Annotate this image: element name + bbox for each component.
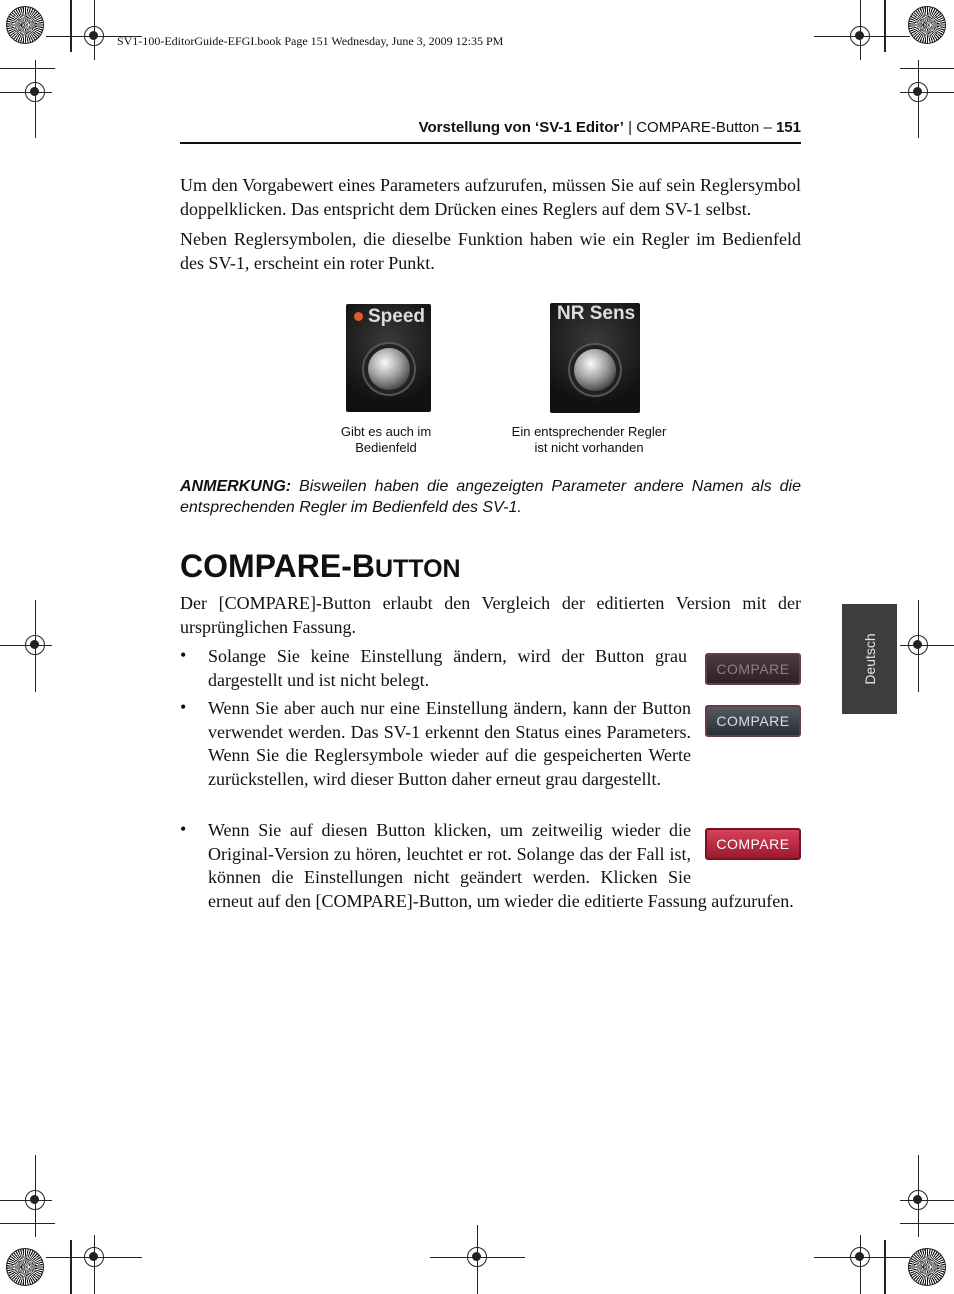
registration-star-icon bbox=[908, 1248, 946, 1286]
note bbox=[180, 476, 801, 518]
section-intro: Der [COMPARE]-Button erlaubt den Vergleich der editierten Version mit der ursprünglichen Fassung. bbox=[180, 593, 801, 637]
knob-label: Speed bbox=[368, 306, 426, 327]
intro-paragraph-2: Neben Reglersymbolen, die dieselbe Funktion haben wie ein Regler im Bedienfeld des SV-1, erscheint ein roter Punkt. bbox=[180, 229, 801, 273]
compare-button-disabled: COMPARE bbox=[705, 653, 801, 685]
header-rule bbox=[180, 142, 801, 144]
bullet-marker: • bbox=[180, 697, 187, 717]
compare-button-pressed: COMPARE bbox=[705, 828, 801, 860]
registration-star-icon bbox=[908, 6, 946, 44]
header-separator: | bbox=[628, 119, 633, 136]
registration-star-icon bbox=[6, 6, 44, 44]
compare-button-active: COMPARE bbox=[705, 705, 801, 737]
language-tab bbox=[842, 604, 897, 714]
section-heading: COMPARE-BUTTON bbox=[180, 548, 461, 584]
header-section: Vorstellung von ‘SV-1 Editor’ bbox=[418, 119, 624, 136]
knob-nr-sens-image bbox=[550, 303, 640, 413]
print-slug: SV1-100-EditorGuide-EFGI.book Page 151 Wednesday, June 3, 2009 12:35 PM bbox=[117, 34, 504, 48]
knob-label: NR Sens bbox=[557, 303, 636, 324]
header-subsection: COMPARE-Button bbox=[636, 119, 760, 136]
figure-caption-nr-sens: Ein entsprechender Regler ist nicht vorhanden bbox=[511, 424, 667, 455]
language-tab-label: Deutsch bbox=[861, 633, 878, 685]
note-text: Bisweilen haben die angezeigten Parameter andere Namen als die entsprechenden Regler im Bedienfeld des SV-1. bbox=[180, 478, 801, 516]
intro-text bbox=[180, 174, 801, 275]
note-label: ANMERKUNG: bbox=[180, 478, 292, 495]
registration-star-icon bbox=[6, 1248, 44, 1286]
knob-icon bbox=[368, 348, 410, 390]
red-dot-icon bbox=[354, 312, 363, 321]
bullet-text: Wenn Sie auf diesen Button klicken, um zeitweilig wieder die Original-Version zu hören, leuchtet er rot. Solange das der Fall ist, können die Einstellungen nicht geändert werden. Klicken Sie erneut auf den [COMPARE]-Button, um wieder die editierte Fassung aufzurufen. bbox=[208, 820, 794, 911]
page-number: 151 bbox=[775, 119, 801, 136]
bullet-marker: • bbox=[180, 819, 187, 839]
running-header bbox=[180, 119, 801, 136]
knob-icon bbox=[574, 349, 616, 391]
bullet-text: Wenn Sie aber auch nur eine Einstellung ändern, kann der Button verwendet werden. Das SV-1 erkennt den Status eines Parameters. Wenn Sie die Reglersymbole wieder auf die gespeicherten Werte zurückstellen, wird dieser Button daher erneut grau dargestellt. bbox=[208, 698, 691, 789]
figure-caption-speed: Gibt es auch im Bedienfeld bbox=[340, 424, 432, 455]
knob-speed-image bbox=[346, 304, 431, 412]
header-dash: – bbox=[763, 119, 772, 136]
bullet-text: Solange Sie keine Einstellung ändern, wird der Button grau dargestellt und ist nicht belegt. bbox=[208, 646, 687, 690]
bullet-marker: • bbox=[180, 645, 187, 665]
intro-paragraph-1: Um den Vorgabewert eines Parameters aufzurufen, müssen Sie auf sein Reglersymbol doppelklicken. Das entspricht dem Drücken eines Reglers auf dem SV-1 selbst. bbox=[180, 175, 801, 219]
